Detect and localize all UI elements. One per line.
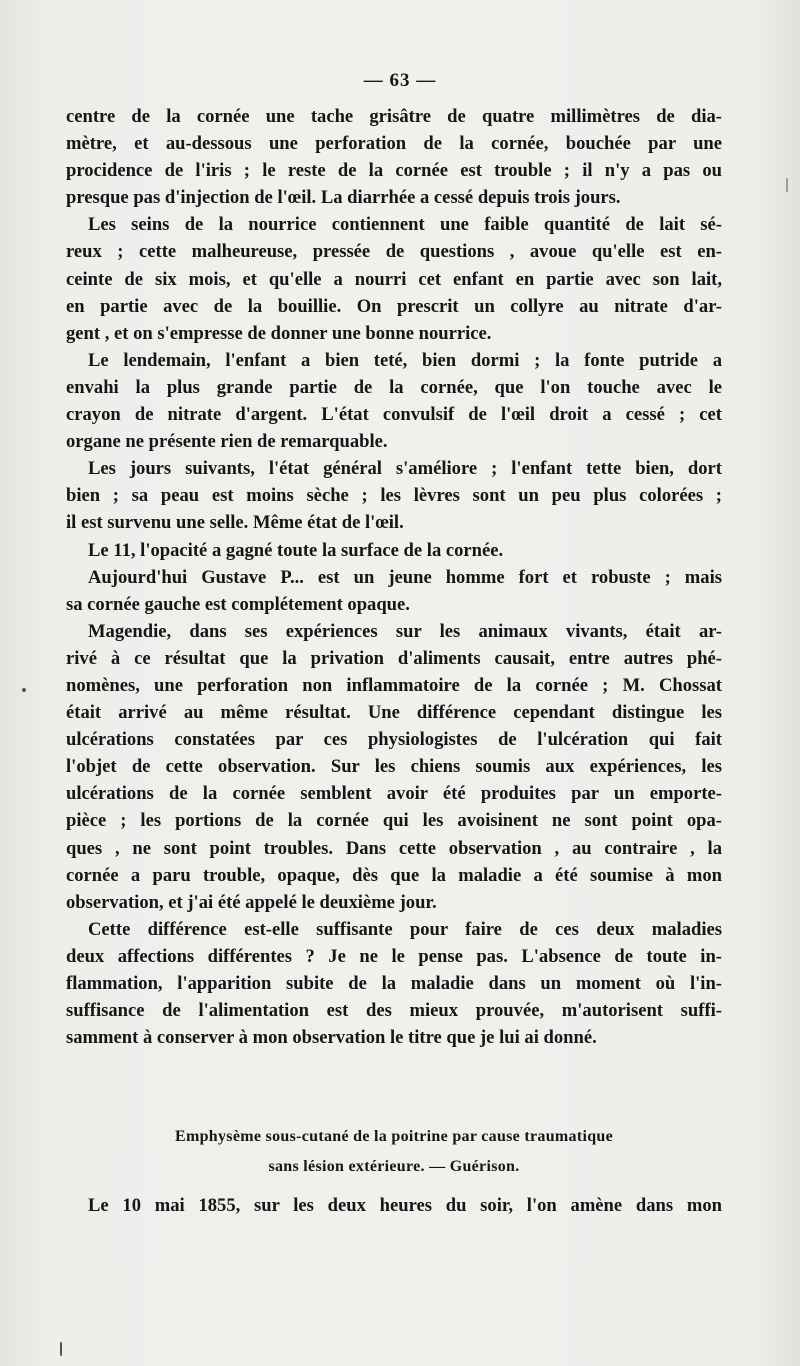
text-line: ulcérations constatées par ces physiologistes de l'ulcération qui fait xyxy=(66,729,722,751)
scan-speck xyxy=(60,1342,62,1356)
text-line: était arrivé au même résultat. Une différence cependant distingue les xyxy=(66,702,722,724)
final-paragraph xyxy=(66,1192,722,1219)
text-line: ulcérations de la cornée semblent avoir été produites par un emporte- xyxy=(66,783,722,805)
text-line: mètre, et au-dessous une perforation de la cornée, bouchée par une xyxy=(66,133,722,155)
text-line: Magendie, dans ses expériences sur les animaux vivants, était ar- xyxy=(88,620,722,642)
text-line: Le lendemain, l'enfant a bien teté, bien dormi ; la fonte putride a xyxy=(88,349,722,371)
page-number: — 63 — xyxy=(363,70,437,91)
scan-speck xyxy=(786,178,788,192)
text-line: Le 11, l'opacité a gagné toute la surface de la cornée. xyxy=(88,539,504,561)
body-text xyxy=(66,103,722,1051)
text-line: pièce ; les portions de la cornée qui les avoisinent ne sont point opa- xyxy=(66,810,722,832)
text-line: crayon de nitrate d'argent. L'état convulsif de l'œil droit a cessé ; cet xyxy=(66,404,722,426)
text-line: rivé à ce résultat que la privation d'aliments causait, entre autres phé- xyxy=(66,647,722,669)
text-line: Les jours suivants, l'état général s'améliore ; l'enfant tette bien, dort xyxy=(88,458,722,480)
text-line: envahi la plus grande partie de la cornée, que l'on touche avec le xyxy=(66,376,722,398)
text-line: samment à conserver à mon observation le titre que je lui ai donné. xyxy=(66,1027,597,1049)
text-line: suffisance de l'alimentation est des mieux prouvée, m'autorisent suffi- xyxy=(66,1000,722,1022)
section-heading-line-2: sans lésion extérieure. — Guérison. xyxy=(268,1158,520,1175)
text-line: Cette différence est-elle suffisante pour faire de ces deux maladies xyxy=(88,918,722,940)
text-line: observation, et j'ai été appelé le deuxième jour. xyxy=(66,891,437,913)
text-line: bien ; sa peau est moins sèche ; les lèvres sont un peu plus colorées ; xyxy=(66,485,722,507)
text-line: gent , et on s'empresse de donner une bonne nourrice. xyxy=(66,322,492,344)
text-line: procidence de l'iris ; le reste de la cornée est trouble ; il n'y a pas ou xyxy=(66,160,722,182)
scan-speck xyxy=(22,688,26,692)
section-heading xyxy=(66,1122,722,1182)
text-line: organe ne présente rien de remarquable. xyxy=(66,431,388,453)
text-line: deux affections différentes ? Je ne le pense pas. L'absence de toute in- xyxy=(66,945,722,967)
text-line: l'objet de cette observation. Sur les chiens soumis aux expériences, les xyxy=(66,756,722,778)
text-line: Le 10 mai 1855, sur les deux heures du soir, l'on amène dans mon xyxy=(88,1195,722,1216)
text-line: Aujourd'hui Gustave P... est un jeune homme fort et robuste ; mais xyxy=(88,566,722,588)
text-line: reux ; cette malheureuse, pressée de questions , avoue qu'elle est en- xyxy=(66,241,722,263)
text-line: Les seins de la nourrice contiennent une faible quantité de lait sé- xyxy=(88,214,722,236)
text-line: flammation, l'apparition subite de la maladie dans un moment où l'in- xyxy=(66,973,722,994)
text-line: centre de la cornée une tache grisâtre de quatre millimètres de dia- xyxy=(66,106,722,127)
text-line: presque pas d'injection de l'œil. La diarrhée a cessé depuis trois jours. xyxy=(66,187,621,209)
text-line: en partie avec de la bouillie. On prescrit un collyre au nitrate d'ar- xyxy=(66,295,722,317)
text-line: ques , ne sont point troubles. Dans cette observation , au contraire , la xyxy=(66,837,722,859)
text-line: ceinte de six mois, et qu'elle a nourri cet enfant en partie avec son lait, xyxy=(66,268,722,290)
text-line: nomènes, une perforation non inflammatoire de la cornée ; M. Chossat xyxy=(66,674,722,696)
section-heading-line-1: Emphysème sous-cutané de la poitrine par cause traumatique xyxy=(175,1128,613,1145)
text-line: sa cornée gauche est complétement opaque. xyxy=(66,593,410,615)
text-line: cornée a paru trouble, opaque, dès que la maladie a été soumise à mon xyxy=(66,864,722,886)
text-line: il est survenu une selle. Même état de l'œil. xyxy=(66,512,404,534)
